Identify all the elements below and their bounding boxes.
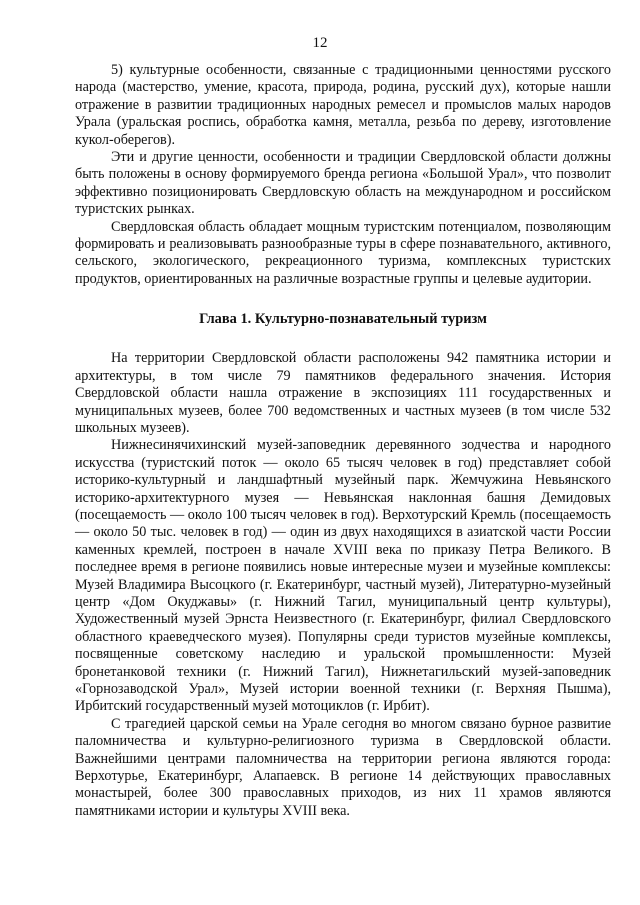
page-content	[75, 62, 611, 820]
chapter-heading: Глава 1. Культурно-познавательный туризм	[199, 311, 487, 328]
paragraph-cultural-features: 5) культурные особенности, связанные с традиционными ценностями русского народа (мастерство, умение, красота, природа, родина, русский дух), которые нашли отражение в развитии традиционных народных ремесел и промыслов малых народов Урала (уральская роспись, обработка камня, металла, резьба по дереву, изготовление кукол-оберегов).	[75, 62, 611, 148]
paragraph-monuments: На территории Свердловской области расположены 942 памятника истории и архитектуры, в том числе 79 памятников федерального значения. История Свердловской области нашла отражение в экспозициях 111 государственных и муниципальных музеев, более 700 ведомственных и частных музеев (в том числе 532 школьных музеев).	[75, 350, 611, 436]
page-number: 12	[312, 35, 328, 51]
paragraph-museums: Нижнесинячихинский музей-заповедник деревянного зодчества и народного искусства (туристский поток — около 65 тысяч человек в год) представляет собой историко-культурный и ландшафтный музейный парк. Жемчужина Невьянского историко-архитектурного музея — Невьянская наклонная башня Демидовых (посещаемость — около 100 тысяч человек в год). Верхотурский Кремль (посещаемость — около 50 тыс. человек в год) — один из двух находящихся в азиатской части России каменных кремлей, построен в начале XVIII века по приказу Петра Великого. В последнее время в регионе появились новые интересные музеи и музейные комплексы: Музей Владимира Высоцкого (г. Екатеринбург, частный музей), Литературно-музейный центр «Дом Окуджавы» (г. Нижний Тагил, муниципальный центр культуры), Художественный музей Эрнста Неизвестного (г. Екатеринбург, филиал Свердловского областного краеведческого музея). Популярны среди туристов музейные комплексы, посвященные советскому наследию и уральской промышленности: Музей бронетанковой техники (г. Нижний Тагил), Нижнетагильский музей-заповедник «Горнозаводской Урал», Музей истории военной техники (г. Верхняя Пышма), Ирбитский государственный музей мотоциклов (г. Ирбит).	[75, 437, 611, 715]
paragraph-brand-values: Эти и другие ценности, особенности и традиции Свердловской области должны быть положены в основу формируемого бренда региона «Большой Урал», что позволит эффективно позиционировать Свердловскую область на международном и российском туристских рынках.	[75, 149, 611, 218]
paragraph-pilgrimage: С трагедией царской семьи на Урале сегодня во многом связано бурное развитие паломничества и культурно-религиозного туризма в Свердловской области. Важнейшими центрами паломничества на территории региона являются города: Верхотурье, Екатеринбург, Алапаевск. В регионе 14 действующих православных монастырей, более 300 православных приходов, из них 11 храмов являются памятниками истории и культуры XVIII века.	[75, 715, 611, 819]
paragraph-tourism-potential: Свердловская область обладает мощным туристским потенциалом, позволяющим формировать и реализовывать разнообразные туры в сфере познавательного, активного, сельского, экологического, рекреационного туризма, комплексных туристских продуктов, ориентированных на различные возрастные группы и целевые аудитории.	[75, 218, 611, 287]
